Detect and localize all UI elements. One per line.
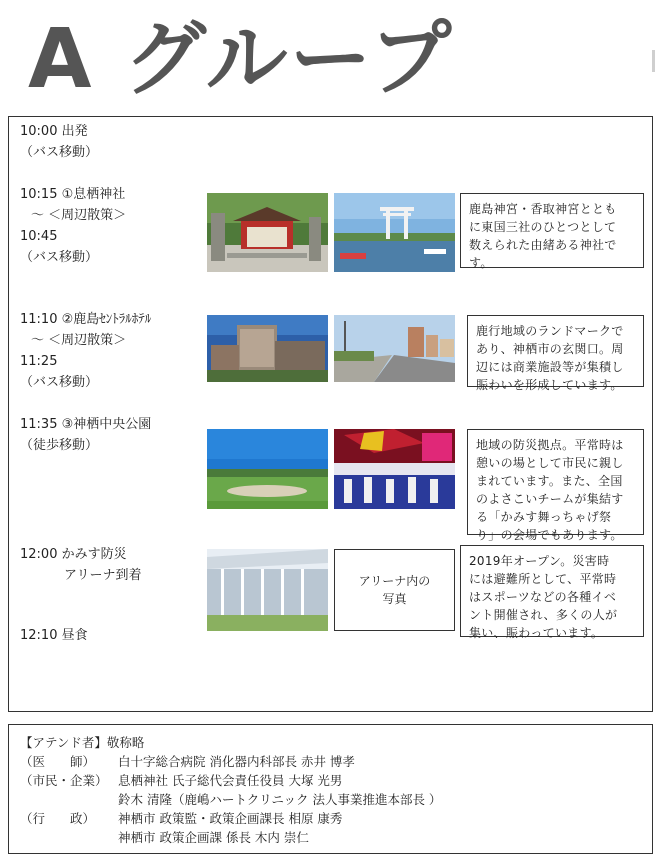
attendee-name: 鈴木 清隆（鹿嶋ハートクリニック 法人事業推進本部長 ） — [118, 792, 442, 807]
shrine-hall-photo — [207, 193, 328, 272]
schedule-note: （バス移動） — [20, 250, 99, 265]
spot-description: 鹿行地域のランドマークで あり、神栖市の玄関口。周 辺には商業施設等が集積し 賑わいを形成しています。 — [467, 315, 644, 387]
schedule-time-line: 10:15 ①息栖神社 — [20, 187, 126, 202]
page-title: A グループ — [28, 12, 454, 107]
arena-interior-photo-placeholder: アリーナ内の 写真 — [334, 549, 455, 631]
schedule-time-line: 10:45 — [20, 229, 58, 244]
street-photo — [334, 315, 455, 382]
attendee-category: （市民・企業） — [20, 773, 108, 788]
schedule-time-line: 12:10 昼食 — [20, 628, 88, 643]
schedule-time-line: 11:35 ③神栖中央公園 — [20, 417, 152, 432]
attendee-category: （行 政） — [20, 811, 96, 826]
edge-mark — [652, 50, 655, 72]
festival-photo — [334, 429, 455, 509]
spot-description: 地域の防災拠点。平常時は 憩いの場として市民に親し まれています。また、全国 のよさこいチームが集結す る「かみす舞っちゃげ祭 り」の会場でもあります。 — [467, 429, 644, 535]
spot-description: 2019年オープン。災害時 には避難所として、平常時 はスポーツなどの各種イベ ント開催され、多くの人が 集い、賑わっています。 — [460, 545, 644, 637]
arena-photo — [207, 549, 328, 631]
attendees-panel — [8, 724, 653, 854]
schedule-note: ～ ＜周辺散策＞ — [31, 333, 127, 348]
schedule-time-line: 12:00 かみす防災 — [20, 547, 127, 562]
schedule-note: （バス移動） — [20, 375, 99, 390]
schedule-time-line: 10:00 出発 — [20, 124, 88, 139]
hotel-photo — [207, 315, 328, 382]
schedule-note: ～ ＜周辺散策＞ — [31, 208, 127, 223]
schedule-panel — [8, 116, 653, 712]
spot-description: 鹿島神宮・香取神宮ととも に東国三社のひとつとして 数えられた由緒ある神社で す。 — [460, 193, 644, 268]
attendee-name: 息栖神社 氏子総代会責任役員 大塚 光男 — [118, 773, 343, 788]
schedule-note: （バス移動） — [20, 145, 99, 160]
torii-gate-photo — [334, 193, 455, 272]
schedule-time-line: 11:25 — [20, 354, 58, 369]
schedule-time-line: 11:10 ②鹿島ｾﾝﾄﾗﾙﾎﾃﾙ — [20, 312, 152, 327]
attendee-category: （医 師） — [20, 754, 96, 769]
attendee-name: 白十字総合病院 消化器内科部長 赤井 博孝 — [118, 754, 355, 769]
attendees-header: 【アテンド者】敬称略 — [20, 735, 145, 750]
attendee-name: 神栖市 政策企画課 係長 木内 崇仁 — [118, 830, 309, 845]
schedule-note: （徒歩移動） — [20, 438, 99, 453]
attendee-name: 神栖市 政策監・政策企画課長 相原 康秀 — [118, 811, 343, 826]
schedule-note: アリーナ到着 — [64, 568, 142, 583]
central-park-photo — [207, 429, 328, 509]
